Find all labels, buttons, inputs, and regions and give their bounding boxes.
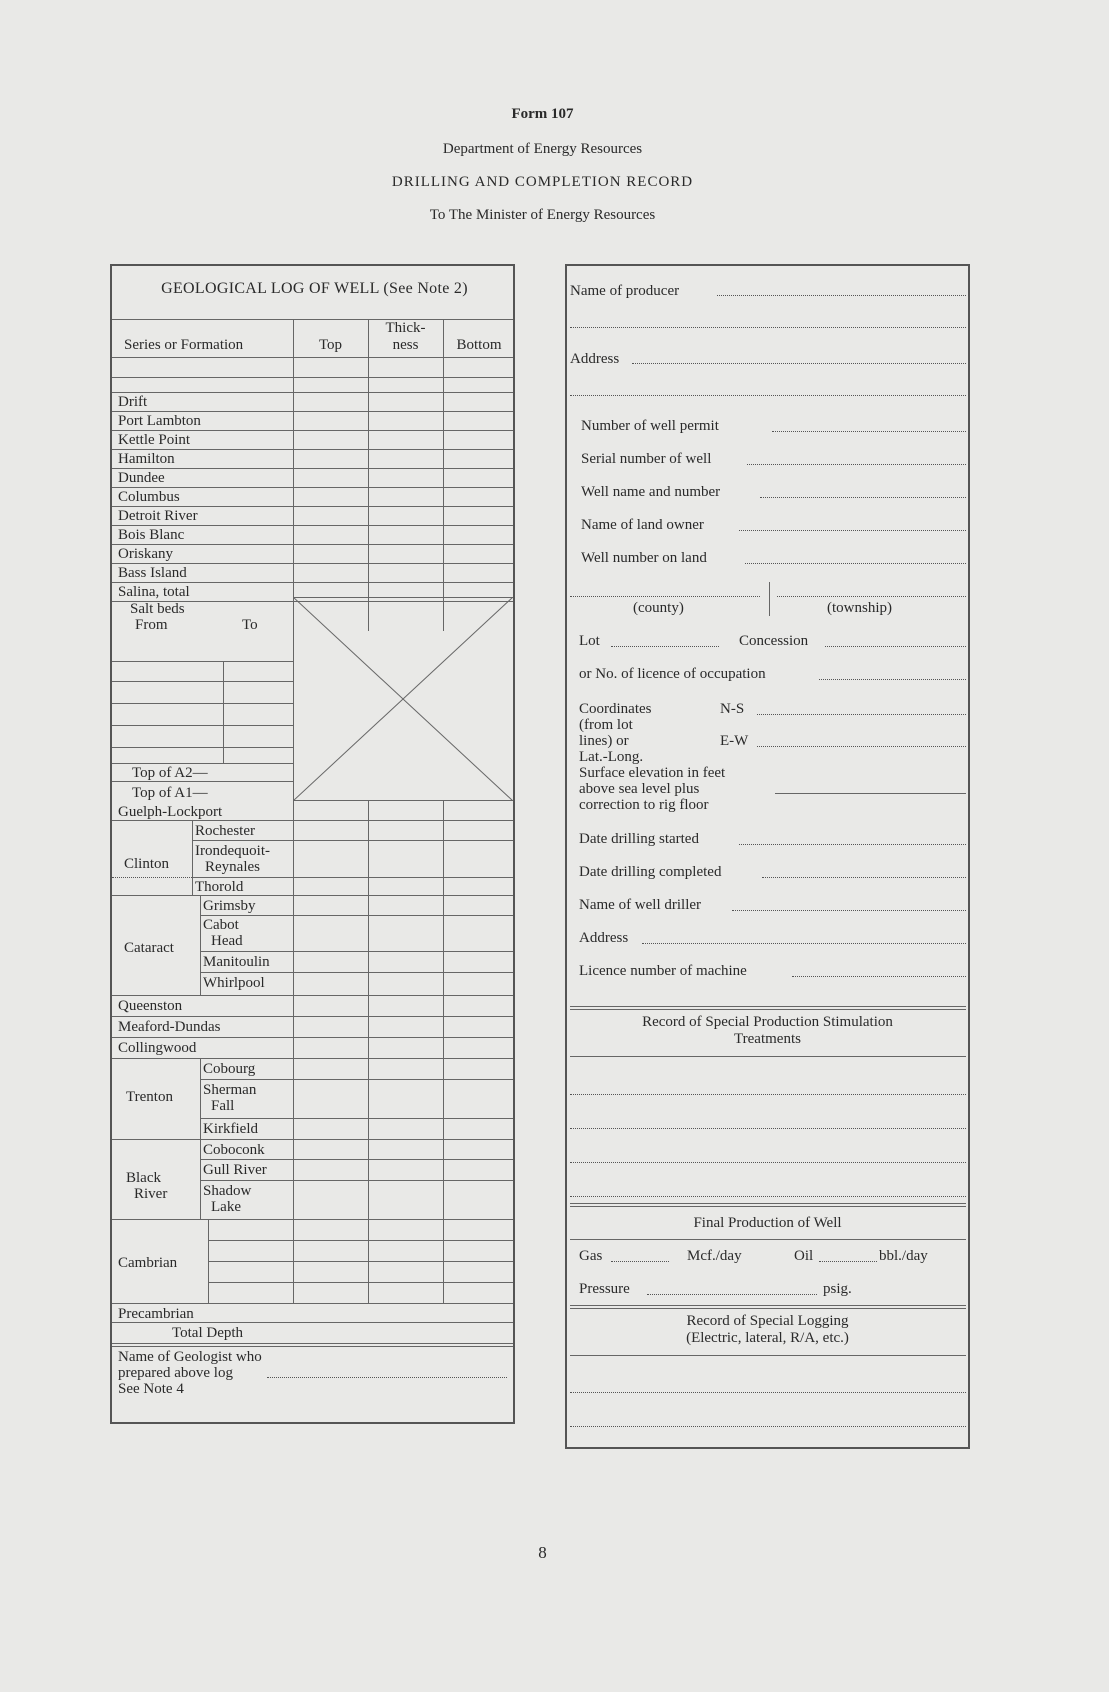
well-on-land-label: Well number on land [581,550,707,566]
formation-cambrian: Cambrian [118,1255,178,1271]
well-permit-label: Number of well permit [581,418,719,434]
member-whirlpool: Whirlpool [203,975,265,991]
member-shadow: Shadow [203,1183,252,1199]
date-started-label: Date drilling started [579,831,699,847]
col-bottom-header: Bottom [456,337,502,353]
stimulation-heading-2: Treatments [734,1031,801,1047]
pressure-label: Pressure [579,1281,630,1297]
record-title: DRILLING AND COMPLETION RECORD [391,174,694,190]
producer-address-label: Address [570,351,620,367]
member-grimsby: Grimsby [203,898,256,914]
member-cabot: Cabot [203,917,239,933]
formation-row-label: Port Lambton [118,413,201,429]
geologist-label-1: Name of Geologist who [118,1349,262,1365]
pressure-unit: psig. [823,1281,852,1297]
stimulation-heading-1: Record of Special Production Stimulation [642,1014,893,1030]
date-completed-label: Date drilling completed [579,864,722,880]
member-lake: Lake [211,1199,241,1215]
member-rochester: Rochester [195,823,255,839]
formation-collingwood: Collingwood [118,1040,197,1056]
col-thickness-header-1: Thick- [385,320,426,336]
logging-heading-2: (Electric, lateral, R/A, etc.) [686,1330,849,1346]
group-black: Black [126,1170,161,1186]
formation-meaford-dundas: Meaford-Dundas [118,1019,221,1035]
geologist-note: See Note 4 [118,1381,184,1397]
page-number: 8 [538,1543,547,1562]
elevation-label-3: correction to rig floor [579,797,709,813]
salt-to-label: To [242,617,258,633]
member-kirkfield: Kirkfield [203,1121,258,1137]
driller-name-label: Name of well driller [579,897,702,913]
coordinates-label-4: Lat.-Long. [579,749,644,765]
township-label: (township) [827,600,892,616]
gas-unit: Mcf./day [687,1248,742,1264]
row-separator [112,544,513,545]
col-top-header: Top [318,337,343,353]
oil-label: Oil [794,1248,814,1264]
col-thickness-header-2: ness [392,337,419,353]
formation-row-label: Kettle Point [118,432,191,448]
form-number: Form 107 [511,106,574,122]
group-trenton: Trenton [126,1089,173,1105]
row-separator [112,468,513,469]
machine-licence-label: Licence number of machine [579,963,747,979]
member-irondequoit: Irondequoit- [195,843,270,859]
lot-label: Lot [579,633,600,649]
final-production-heading: Final Production of Well [693,1215,842,1231]
geologist-label-2: prepared above log [118,1365,233,1381]
row-separator [112,506,513,507]
member-thorold: Thorold [195,879,244,895]
crossed-out-area [293,597,513,801]
group-cataract: Cataract [124,940,174,956]
land-owner-label: Name of land owner [581,517,704,533]
row-separator [112,487,513,488]
row-separator [112,411,513,412]
gas-label: Gas [579,1248,603,1264]
group-clinton: Clinton [124,856,170,872]
row-separator [112,563,513,564]
formation-row-label: Drift [118,394,148,410]
ns-label: N-S [720,701,745,717]
member-gull-river: Gull River [203,1162,267,1178]
serial-number-label: Serial number of well [581,451,712,467]
coordinates-label-1: Coordinates [579,701,652,717]
member-reynales: Reynales [205,859,260,875]
member-head: Head [211,933,243,949]
member-manitoulin: Manitoulin [203,954,270,970]
row-separator [112,430,513,431]
total-depth-label: Total Depth [172,1325,244,1341]
department-name: Department of Energy Resources [442,141,643,157]
row-separator [112,449,513,450]
elevation-label-2: above sea level plus [579,781,700,797]
formation-row-label: Hamilton [118,451,175,467]
salt-beds-label: Salt beds [130,601,185,617]
row-separator [112,392,513,393]
elevation-label-1: Surface elevation in feet [579,765,726,781]
row-separator [112,525,513,526]
row-separator [112,582,513,583]
driller-address-label: Address [579,930,629,946]
licence-occupation-label: or No. of licence of occupation [579,666,766,682]
formation-row-label: Salina, total [118,584,190,600]
formation-queenston: Queenston [118,998,183,1014]
formation-row-label: Bass Island [118,565,187,581]
coordinates-label-2: (from lot [579,717,633,733]
member-cobourg: Cobourg [203,1061,256,1077]
concession-label: Concession [739,633,809,649]
formation-guelph-lockport: Guelph-Lockport [118,804,223,820]
completion-record-box [565,264,970,1449]
formation-row-label: Columbus [118,489,180,505]
producer-name-label: Name of producer [570,283,680,299]
coordinates-label-3: lines) or [579,733,629,749]
logging-heading-1: Record of Special Logging [686,1313,849,1329]
county-label: (county) [633,600,684,616]
top-of-a2: Top of A2— [132,765,208,781]
formation-row-label: Oriskany [118,546,173,562]
group-river: River [134,1186,168,1202]
geological-log-table [110,264,515,1424]
geological-log-title: GEOLOGICAL LOG OF WELL (See Note 2) [161,280,468,297]
addressee: To The Minister of Energy Resources [429,207,656,223]
formation-row-label: Dundee [118,470,165,486]
member-sherman: Sherman [203,1082,257,1098]
oil-unit: bbl./day [879,1248,928,1264]
member-fall: Fall [211,1098,235,1114]
col-series-header: Series or Formation [124,337,244,353]
salt-from-label: From [135,617,168,633]
formation-row-label: Detroit River [118,508,198,524]
member-coboconk: Coboconk [203,1142,265,1158]
top-of-a1: Top of A1— [132,785,208,801]
formation-row-label: Bois Blanc [118,527,185,543]
formation-precambrian: Precambrian [118,1306,194,1322]
ew-label: E-W [720,733,749,749]
well-name-label: Well name and number [581,484,721,500]
